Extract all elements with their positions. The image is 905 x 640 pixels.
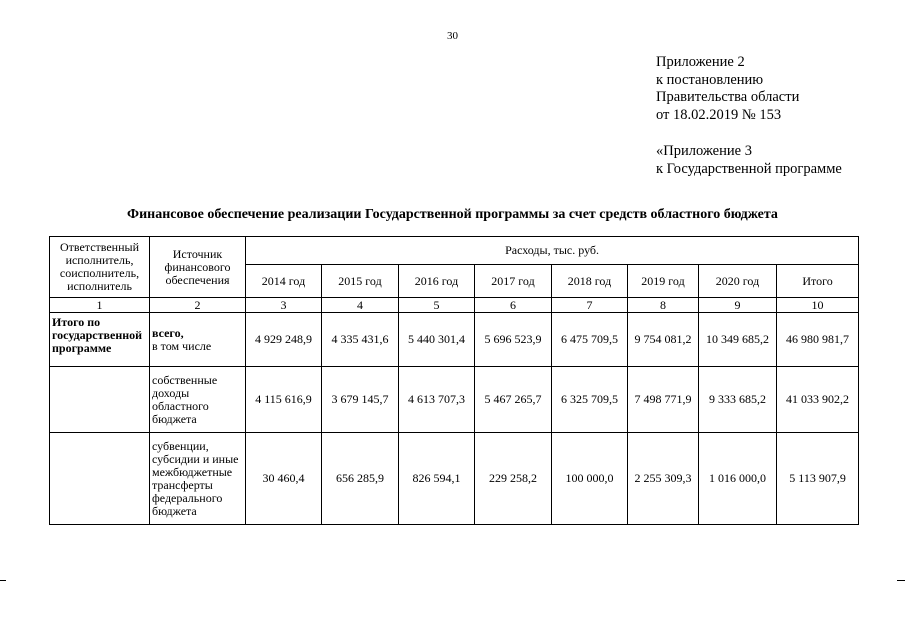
page-number: 30 — [447, 30, 458, 42]
row-source-bold: всего, — [152, 325, 184, 340]
table-cell: 30 460,4 — [246, 433, 322, 525]
table-cell: 826 594,1 — [399, 433, 475, 525]
document-title: Финансовое обеспечение реализации Государственной программы за счет средств областного бюджета — [127, 207, 778, 222]
header-year: 2014 год — [246, 265, 322, 298]
column-number: 8 — [628, 298, 699, 313]
header-year: 2019 год — [628, 265, 699, 298]
table-cell: 229 258,2 — [475, 433, 552, 525]
table-cell: 4 613 707,3 — [399, 367, 475, 433]
table-cell: 100 000,0 — [552, 433, 628, 525]
table-cell: 5 467 265,7 — [475, 367, 552, 433]
table-row — [50, 367, 859, 433]
annex-line: Правительства области — [656, 89, 800, 105]
annex-line: к постановлению — [656, 71, 764, 88]
header-source: Источник финансового обеспечения — [150, 237, 246, 298]
row-source — [150, 313, 246, 367]
annex-block — [656, 54, 799, 124]
row-responsible — [50, 367, 150, 433]
table-cell: 3 679 145,7 — [322, 367, 399, 433]
header-total: Итого — [777, 265, 859, 298]
annex-block-2 — [656, 143, 842, 178]
row-source: субвенции, субсидии и иные межбюджетные трансферты федерального бюджета — [150, 433, 246, 525]
annex-line: «Приложение 3 — [656, 143, 752, 159]
row-responsible: Итого по государственной программе — [50, 313, 150, 367]
table-row — [50, 433, 859, 525]
column-number: 6 — [475, 298, 552, 313]
column-number: 5 — [399, 298, 475, 313]
table-cell: 4 335 431,6 — [322, 313, 399, 367]
table-cell: 5 440 301,4 — [399, 313, 475, 367]
header-year: 2020 год — [699, 265, 777, 298]
table-cell: 1 016 000,0 — [699, 433, 777, 525]
column-number: 1 — [50, 298, 150, 313]
table-cell: 46 980 981,7 — [777, 313, 859, 367]
header-year: 2018 год — [552, 265, 628, 298]
row-source-text: в том числе — [152, 338, 212, 353]
table-cell: 4 929 248,9 — [246, 313, 322, 367]
table-cell: 5 113 907,9 — [777, 433, 859, 525]
financing-table — [49, 236, 859, 525]
column-number: 7 — [552, 298, 628, 313]
column-number: 3 — [246, 298, 322, 313]
header-responsible: Ответственный исполнитель, соисполнитель, исполнитель — [50, 237, 150, 298]
table-cell: 41 033 902,2 — [777, 367, 859, 433]
table-cell: 7 498 771,9 — [628, 367, 699, 433]
header-year: 2017 год — [475, 265, 552, 298]
scan-edge-mark — [897, 580, 905, 581]
column-number: 9 — [699, 298, 777, 313]
column-number: 2 — [150, 298, 246, 313]
annex-line: к Государственной программе — [656, 160, 842, 177]
table-cell: 2 255 309,3 — [628, 433, 699, 525]
table-row — [50, 313, 859, 367]
table-cell: 656 285,9 — [322, 433, 399, 525]
table-cell: 4 115 616,9 — [246, 367, 322, 433]
table-cell: 9 754 081,2 — [628, 313, 699, 367]
scan-edge-mark — [0, 580, 6, 581]
table-cell: 5 696 523,9 — [475, 313, 552, 367]
column-number: 4 — [322, 298, 399, 313]
header-year: 2015 год — [322, 265, 399, 298]
table-cell: 10 349 685,2 — [699, 313, 777, 367]
column-number: 10 — [777, 298, 859, 313]
header-expenses: Расходы, тыс. руб. — [246, 237, 859, 265]
table-cell: 6 325 709,5 — [552, 367, 628, 433]
row-responsible — [50, 433, 150, 525]
table-cell: 9 333 685,2 — [699, 367, 777, 433]
annex-line: от 18.02.2019 № 153 — [656, 106, 782, 123]
annex-line: Приложение 2 — [656, 54, 745, 70]
table-cell: 6 475 709,5 — [552, 313, 628, 367]
row-source: собственные доходы областного бюджета — [150, 367, 246, 433]
header-year: 2016 год — [399, 265, 475, 298]
